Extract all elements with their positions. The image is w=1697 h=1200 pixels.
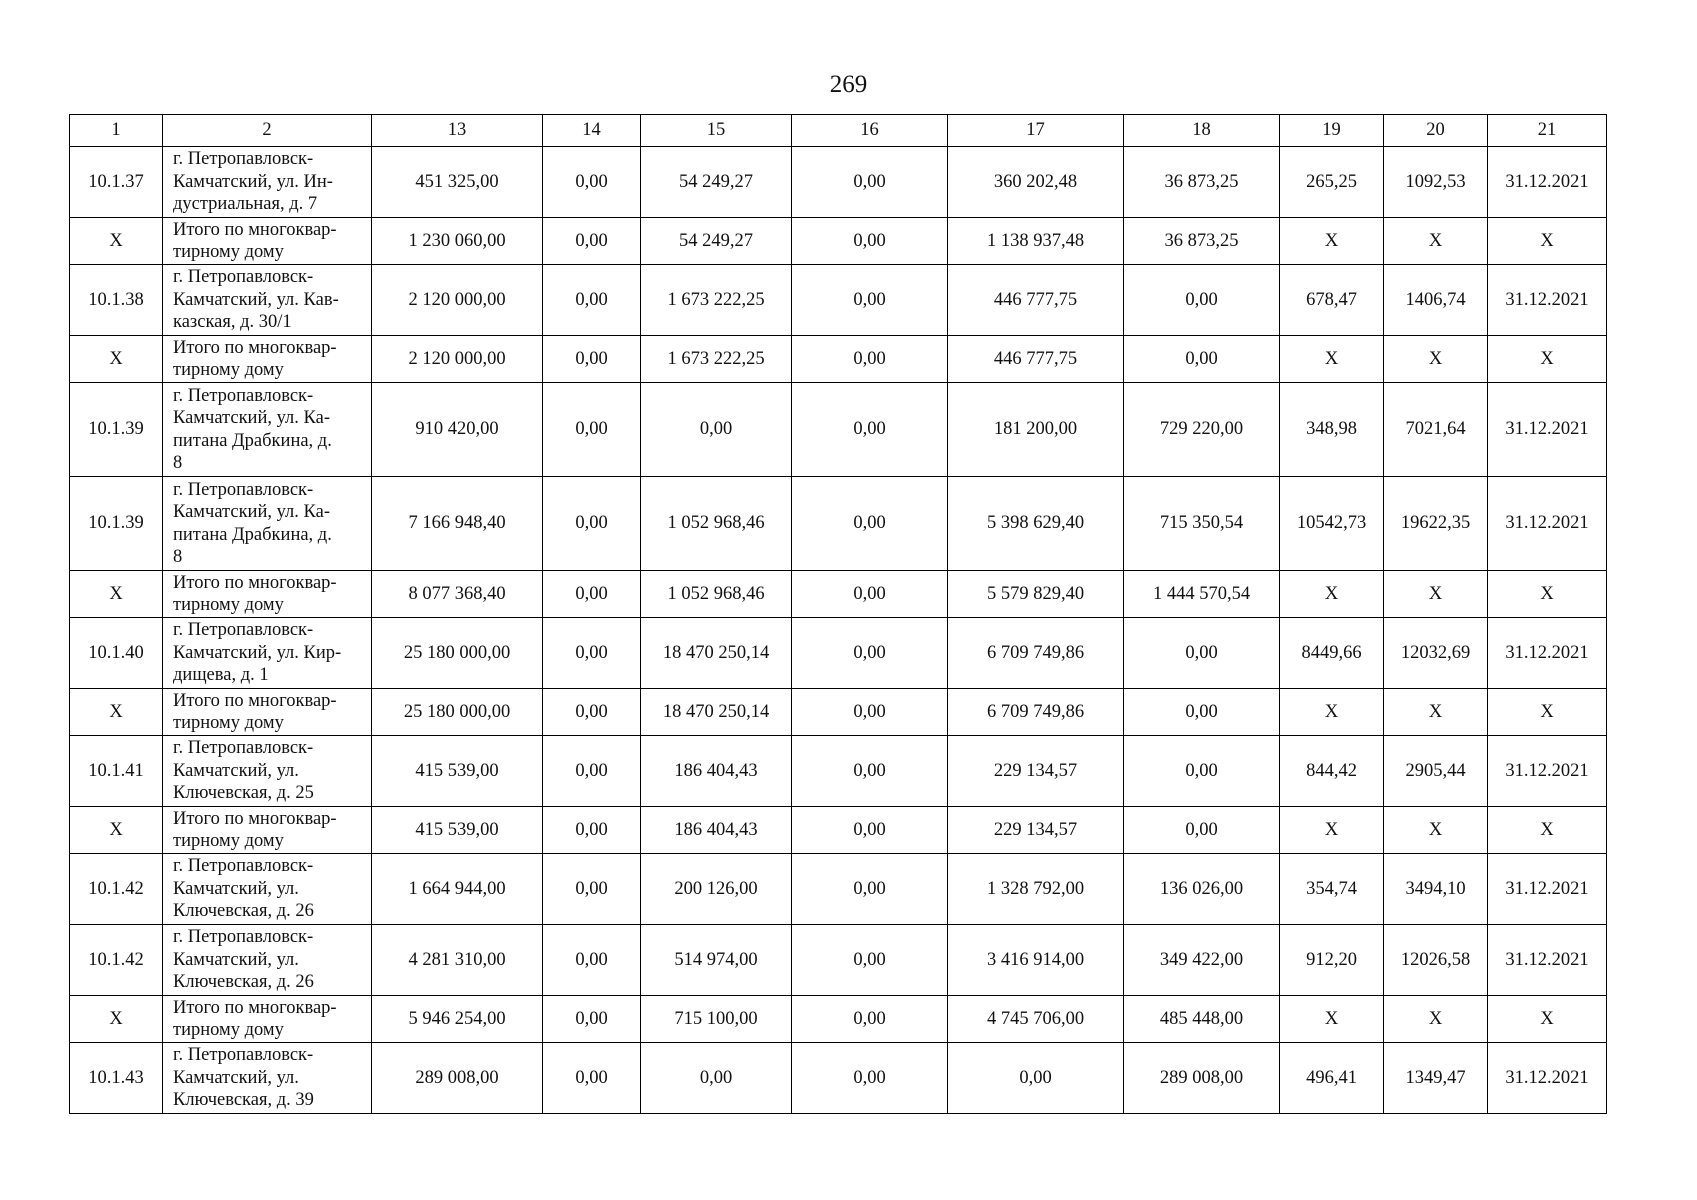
column-header: 20 — [1384, 115, 1488, 147]
table-cell: X — [1488, 996, 1607, 1043]
table-cell: 0,00 — [543, 336, 641, 383]
table-cell: 0,00 — [543, 854, 641, 925]
table-cell: 18 470 250,14 — [641, 689, 792, 736]
table-cell: 0,00 — [543, 147, 641, 218]
table-cell: 1 052 968,46 — [641, 571, 792, 618]
table-cell: 1 230 060,00 — [372, 218, 543, 265]
address-cell: г. Петропавловск- Камчатский, ул. Ключевская, д. 26 — [163, 925, 372, 996]
table-cell: X — [70, 336, 163, 383]
table-row — [70, 571, 1607, 618]
table-cell: 25 180 000,00 — [372, 618, 543, 689]
table-cell: 496,41 — [1280, 1043, 1384, 1114]
table-row — [70, 618, 1607, 689]
table-cell: 2905,44 — [1384, 736, 1488, 807]
table-row — [70, 736, 1607, 807]
page-number: 269 — [829, 71, 868, 98]
address-cell: г. Петропавловск- Камчатский, ул. Ка- питана Драбкина, д. 8 — [163, 477, 372, 571]
table-cell: 514 974,00 — [641, 925, 792, 996]
table-cell: 715 100,00 — [641, 996, 792, 1043]
table-cell: 0,00 — [792, 736, 948, 807]
table-cell: 0,00 — [543, 265, 641, 336]
table-cell: 360 202,48 — [948, 147, 1124, 218]
table-cell: 54 249,27 — [641, 147, 792, 218]
table-cell: 36 873,25 — [1124, 218, 1280, 265]
table-cell: 265,25 — [1280, 147, 1384, 218]
table-cell: 10.1.43 — [70, 1043, 163, 1114]
table-cell: 446 777,75 — [948, 265, 1124, 336]
table-cell: 0,00 — [543, 736, 641, 807]
table-cell: 0,00 — [543, 383, 641, 477]
table-cell: 0,00 — [543, 477, 641, 571]
column-header: 19 — [1280, 115, 1384, 147]
table-cell: 5 579 829,40 — [948, 571, 1124, 618]
table-cell: X — [70, 689, 163, 736]
table-cell: X — [1384, 336, 1488, 383]
table-cell: 31.12.2021 — [1488, 147, 1607, 218]
table-row — [70, 854, 1607, 925]
table-cell: 910 420,00 — [372, 383, 543, 477]
table-cell: 0,00 — [792, 477, 948, 571]
table-cell: 4 745 706,00 — [948, 996, 1124, 1043]
table-cell: 0,00 — [543, 807, 641, 854]
table-cell: 729 220,00 — [1124, 383, 1280, 477]
table-cell: 1349,47 — [1384, 1043, 1488, 1114]
table-cell: 0,00 — [543, 1043, 641, 1114]
table-cell: 10542,73 — [1280, 477, 1384, 571]
address-cell: Итого по многоквар- тирному дому — [163, 807, 372, 854]
table-header — [70, 115, 1607, 147]
table-cell: 844,42 — [1280, 736, 1384, 807]
table-cell: 0,00 — [792, 1043, 948, 1114]
table-cell: 12026,58 — [1384, 925, 1488, 996]
table-cell: X — [1488, 571, 1607, 618]
address-cell: г. Петропавловск- Камчатский, ул. Кав- казская, д. 30/1 — [163, 265, 372, 336]
table-cell: 0,00 — [641, 1043, 792, 1114]
table-cell: 10.1.42 — [70, 925, 163, 996]
table-cell: 0,00 — [1124, 336, 1280, 383]
table-cell: X — [1280, 571, 1384, 618]
table-cell: 5 398 629,40 — [948, 477, 1124, 571]
table-cell: 10.1.42 — [70, 854, 163, 925]
table-cell: 8449,66 — [1280, 618, 1384, 689]
table-row — [70, 336, 1607, 383]
table-cell: 0,00 — [948, 1043, 1124, 1114]
table-cell: 1 673 222,25 — [641, 336, 792, 383]
table-cell: 0,00 — [543, 925, 641, 996]
table-cell: 1 052 968,46 — [641, 477, 792, 571]
table-cell: 1 664 944,00 — [372, 854, 543, 925]
table-cell: 348,98 — [1280, 383, 1384, 477]
table-cell: 6 709 749,86 — [948, 689, 1124, 736]
table-cell: 36 873,25 — [1124, 147, 1280, 218]
table-body — [70, 147, 1607, 1114]
address-cell: г. Петропавловск- Камчатский, ул. Кир- дищева, д. 1 — [163, 618, 372, 689]
table-cell: 0,00 — [1124, 618, 1280, 689]
table-cell: 0,00 — [1124, 807, 1280, 854]
table-cell: 415 539,00 — [372, 736, 543, 807]
table-cell: X — [1280, 807, 1384, 854]
table-cell: 0,00 — [792, 807, 948, 854]
column-header: 13 — [372, 115, 543, 147]
table-cell: 0,00 — [1124, 689, 1280, 736]
table-cell: 4 281 310,00 — [372, 925, 543, 996]
table-cell: 31.12.2021 — [1488, 925, 1607, 996]
data-table — [69, 114, 1607, 1114]
table-cell: 136 026,00 — [1124, 854, 1280, 925]
column-header: 2 — [163, 115, 372, 147]
table-cell: 1 328 792,00 — [948, 854, 1124, 925]
address-cell: Итого по многоквар- тирному дому — [163, 996, 372, 1043]
table-cell: 186 404,43 — [641, 807, 792, 854]
table-cell: 2 120 000,00 — [372, 336, 543, 383]
table-cell: 3494,10 — [1384, 854, 1488, 925]
table-cell: 31.12.2021 — [1488, 618, 1607, 689]
table-cell: X — [1488, 336, 1607, 383]
table-row — [70, 477, 1607, 571]
table-cell: 289 008,00 — [1124, 1043, 1280, 1114]
table-cell: 0,00 — [543, 689, 641, 736]
address-cell: Итого по многоквар- тирному дому — [163, 218, 372, 265]
table-cell: 31.12.2021 — [1488, 1043, 1607, 1114]
table-cell: 0,00 — [792, 147, 948, 218]
table-cell: 1 673 222,25 — [641, 265, 792, 336]
table-cell: 229 134,57 — [948, 807, 1124, 854]
table-cell: 354,74 — [1280, 854, 1384, 925]
address-cell: г. Петропавловск- Камчатский, ул. Ключевская, д. 25 — [163, 736, 372, 807]
table-cell: 0,00 — [543, 618, 641, 689]
table-cell: 715 350,54 — [1124, 477, 1280, 571]
table-cell: 289 008,00 — [372, 1043, 543, 1114]
table-cell: 446 777,75 — [948, 336, 1124, 383]
address-cell: Итого по многоквар- тирному дому — [163, 689, 372, 736]
table-cell: 349 422,00 — [1124, 925, 1280, 996]
table-cell: 10.1.39 — [70, 383, 163, 477]
table-cell: 0,00 — [543, 218, 641, 265]
table-cell: 0,00 — [1124, 265, 1280, 336]
table-cell: 1092,53 — [1384, 147, 1488, 218]
table-cell: 451 325,00 — [372, 147, 543, 218]
table-cell: 181 200,00 — [948, 383, 1124, 477]
table-cell: 31.12.2021 — [1488, 383, 1607, 477]
table-cell: 0,00 — [792, 925, 948, 996]
table-cell: 54 249,27 — [641, 218, 792, 265]
table-row — [70, 218, 1607, 265]
address-cell: г. Петропавловск- Камчатский, ул. Ключевская, д. 39 — [163, 1043, 372, 1114]
column-header: 14 — [543, 115, 641, 147]
table-cell: 0,00 — [792, 689, 948, 736]
table-cell: 19622,35 — [1384, 477, 1488, 571]
table-row — [70, 996, 1607, 1043]
table-cell: 8 077 368,40 — [372, 571, 543, 618]
column-header: 1 — [70, 115, 163, 147]
table-cell: 678,47 — [1280, 265, 1384, 336]
address-cell: г. Петропавловск- Камчатский, ул. Ключевская, д. 26 — [163, 854, 372, 925]
table-cell: 0,00 — [792, 336, 948, 383]
table-cell: 415 539,00 — [372, 807, 543, 854]
table-cell: 18 470 250,14 — [641, 618, 792, 689]
table-row — [70, 383, 1607, 477]
table-cell: 0,00 — [543, 996, 641, 1043]
table-cell: 912,20 — [1280, 925, 1384, 996]
table-row — [70, 1043, 1607, 1114]
table-cell: 31.12.2021 — [1488, 477, 1607, 571]
table-row — [70, 147, 1607, 218]
table-cell: 0,00 — [792, 571, 948, 618]
table-cell: 10.1.38 — [70, 265, 163, 336]
table-cell: 0,00 — [792, 383, 948, 477]
table-cell: 0,00 — [792, 218, 948, 265]
table-cell: 0,00 — [792, 265, 948, 336]
table-cell: X — [1280, 336, 1384, 383]
table-cell: X — [1280, 689, 1384, 736]
address-cell: г. Петропавловск- Камчатский, ул. Ка- питана Драбкина, д. 8 — [163, 383, 372, 477]
table-cell: X — [70, 571, 163, 618]
table-cell: 0,00 — [543, 571, 641, 618]
address-cell: Итого по многоквар- тирному дому — [163, 571, 372, 618]
table-cell: 31.12.2021 — [1488, 854, 1607, 925]
table-cell: 0,00 — [792, 996, 948, 1043]
table-cell: X — [1280, 996, 1384, 1043]
table-cell: 1 138 937,48 — [948, 218, 1124, 265]
table-cell: X — [1488, 689, 1607, 736]
table-cell: X — [1384, 807, 1488, 854]
table-cell: 10.1.41 — [70, 736, 163, 807]
table-cell: 31.12.2021 — [1488, 265, 1607, 336]
column-header: 15 — [641, 115, 792, 147]
table-cell: X — [70, 996, 163, 1043]
table-cell: X — [1384, 996, 1488, 1043]
address-cell: Итого по многоквар- тирному дому — [163, 336, 372, 383]
table-cell: X — [1384, 689, 1488, 736]
table-cell: 186 404,43 — [641, 736, 792, 807]
table-cell: 200 126,00 — [641, 854, 792, 925]
table-cell: 7021,64 — [1384, 383, 1488, 477]
table-cell: 0,00 — [1124, 736, 1280, 807]
table-cell: 2 120 000,00 — [372, 265, 543, 336]
table-cell: 6 709 749,86 — [948, 618, 1124, 689]
table-cell: X — [1384, 571, 1488, 618]
table-cell: X — [1280, 218, 1384, 265]
table-cell: 0,00 — [792, 854, 948, 925]
table-cell: 10.1.39 — [70, 477, 163, 571]
table-row — [70, 689, 1607, 736]
table-cell: 1406,74 — [1384, 265, 1488, 336]
column-header: 18 — [1124, 115, 1280, 147]
header-row — [70, 115, 1607, 147]
table-row — [70, 925, 1607, 996]
table-cell: 229 134,57 — [948, 736, 1124, 807]
table-cell: 0,00 — [792, 618, 948, 689]
table-cell: 1 444 570,54 — [1124, 571, 1280, 618]
table-cell: X — [70, 807, 163, 854]
table-cell: 10.1.40 — [70, 618, 163, 689]
column-header: 17 — [948, 115, 1124, 147]
table-cell: X — [70, 218, 163, 265]
table-cell: 485 448,00 — [1124, 996, 1280, 1043]
table-row — [70, 265, 1607, 336]
table-cell: X — [1384, 218, 1488, 265]
table-cell: 3 416 914,00 — [948, 925, 1124, 996]
table-cell: 5 946 254,00 — [372, 996, 543, 1043]
column-header: 21 — [1488, 115, 1607, 147]
table-cell: X — [1488, 218, 1607, 265]
table-cell: 10.1.37 — [70, 147, 163, 218]
table-cell: 25 180 000,00 — [372, 689, 543, 736]
table-cell: 7 166 948,40 — [372, 477, 543, 571]
address-cell: г. Петропавловск- Камчатский, ул. Ин- дустриальная, д. 7 — [163, 147, 372, 218]
table-cell: X — [1488, 807, 1607, 854]
table-cell: 0,00 — [641, 383, 792, 477]
table-row — [70, 807, 1607, 854]
table-cell: 12032,69 — [1384, 618, 1488, 689]
table-cell: 31.12.2021 — [1488, 736, 1607, 807]
column-header: 16 — [792, 115, 948, 147]
